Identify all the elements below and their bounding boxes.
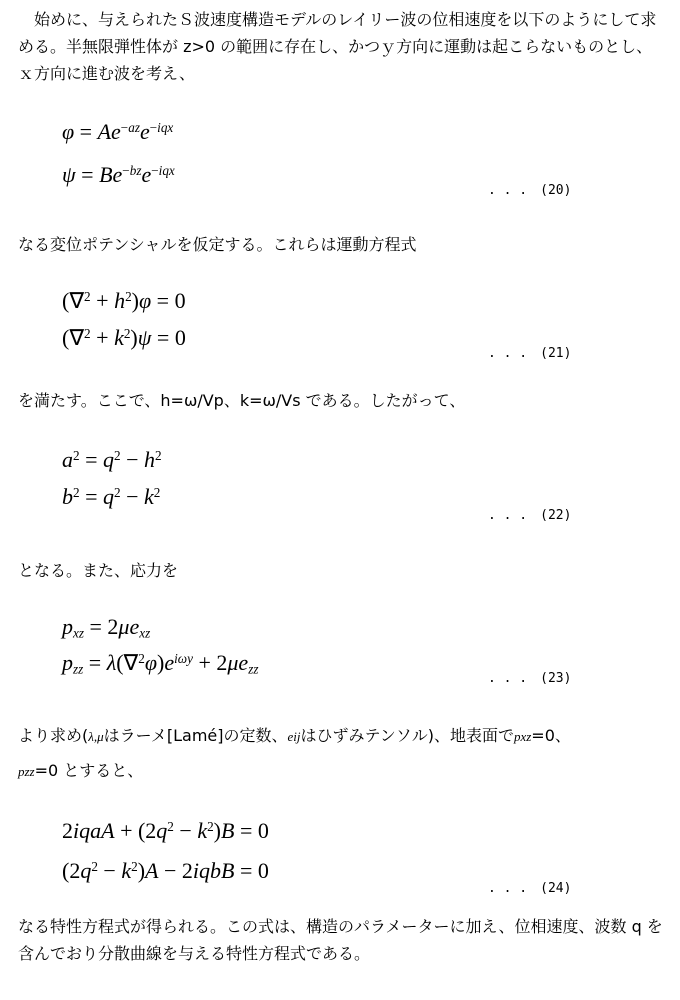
equation-23-line1: $p_{xz} = 2\mu e_{xz}$: [62, 614, 151, 641]
pzz-symbol: pzz: [18, 764, 35, 779]
equation-23-number: . . . (23): [488, 671, 572, 686]
conclusion-paragraph: なる特性方程式が得られる。この式は、構造のパラメーターに加え、位相速度、波数 q を含んでおり分散曲線を与える特性方程式である。: [18, 917, 663, 963]
lame-symbols: λ,μ: [88, 729, 104, 744]
equation-24-line2: $(2q^2 - k^2)A$ − 2iqbB = 0: [62, 858, 269, 883]
equation-20-number: . . . (20): [488, 183, 572, 198]
equation-24-line1: 2iqaA + $(2q^2 - k^2)B = 0$: [62, 818, 269, 843]
equation-21-line2: $(\nabla^2 + k^2)\psi = 0$: [62, 325, 186, 350]
intro-paragraph: 始めに、与えられたＳ波速度構造モデルのレイリー波の位相速度を以下のようにして求める。半無限弾性体が z>0 の範囲に存在し、かつｙ方向に運動は起こらないものとし、ｘ方向に進む波を考え、: [18, 10, 657, 83]
stress-paragraph: となる。また、応力を: [18, 561, 179, 580]
equation-22-line2: $b^2 = q^2 - k^2$: [62, 484, 161, 509]
potential-paragraph: なる変位ポテンシャルを仮定する。これらは運動方程式: [18, 235, 417, 254]
equation-21-number: . . . (21): [488, 346, 572, 361]
equation-23-line2: $p_{zz} = \lambda(\nabla^2\varphi)e^{i\omega y} + 2\mu e_{zz}$: [62, 650, 259, 677]
lame-paragraph: より求め(λ,μはラーメ[Lamé]の定数、eijはひずみテンソル)、地表面でpxz=0、: [18, 726, 571, 745]
equation-22-number: . . . (22): [488, 508, 572, 523]
strain-symbol: eij: [287, 729, 301, 744]
equation-21-line1: $(\nabla^2 + h^2)\varphi = 0$: [62, 288, 186, 313]
equation-20-line1: $\varphi = Ae^{-az}e^{-iqx}$: [62, 119, 174, 144]
equation-24-number: . . . (24): [488, 881, 572, 896]
boundary-paragraph: pzz=0 とすると、: [18, 761, 144, 780]
satisfy-paragraph: を満たす。ここで、h=ω/Vp、k=ω/Vs である。したがって、: [18, 391, 466, 410]
pxz-symbol: pxz: [513, 729, 532, 744]
equation-20-line2: $\psi = Be^{-bz}e^{-iqx}$: [62, 162, 175, 187]
equation-22-line1: $a^2 = q^2 - h^2$: [62, 447, 162, 472]
